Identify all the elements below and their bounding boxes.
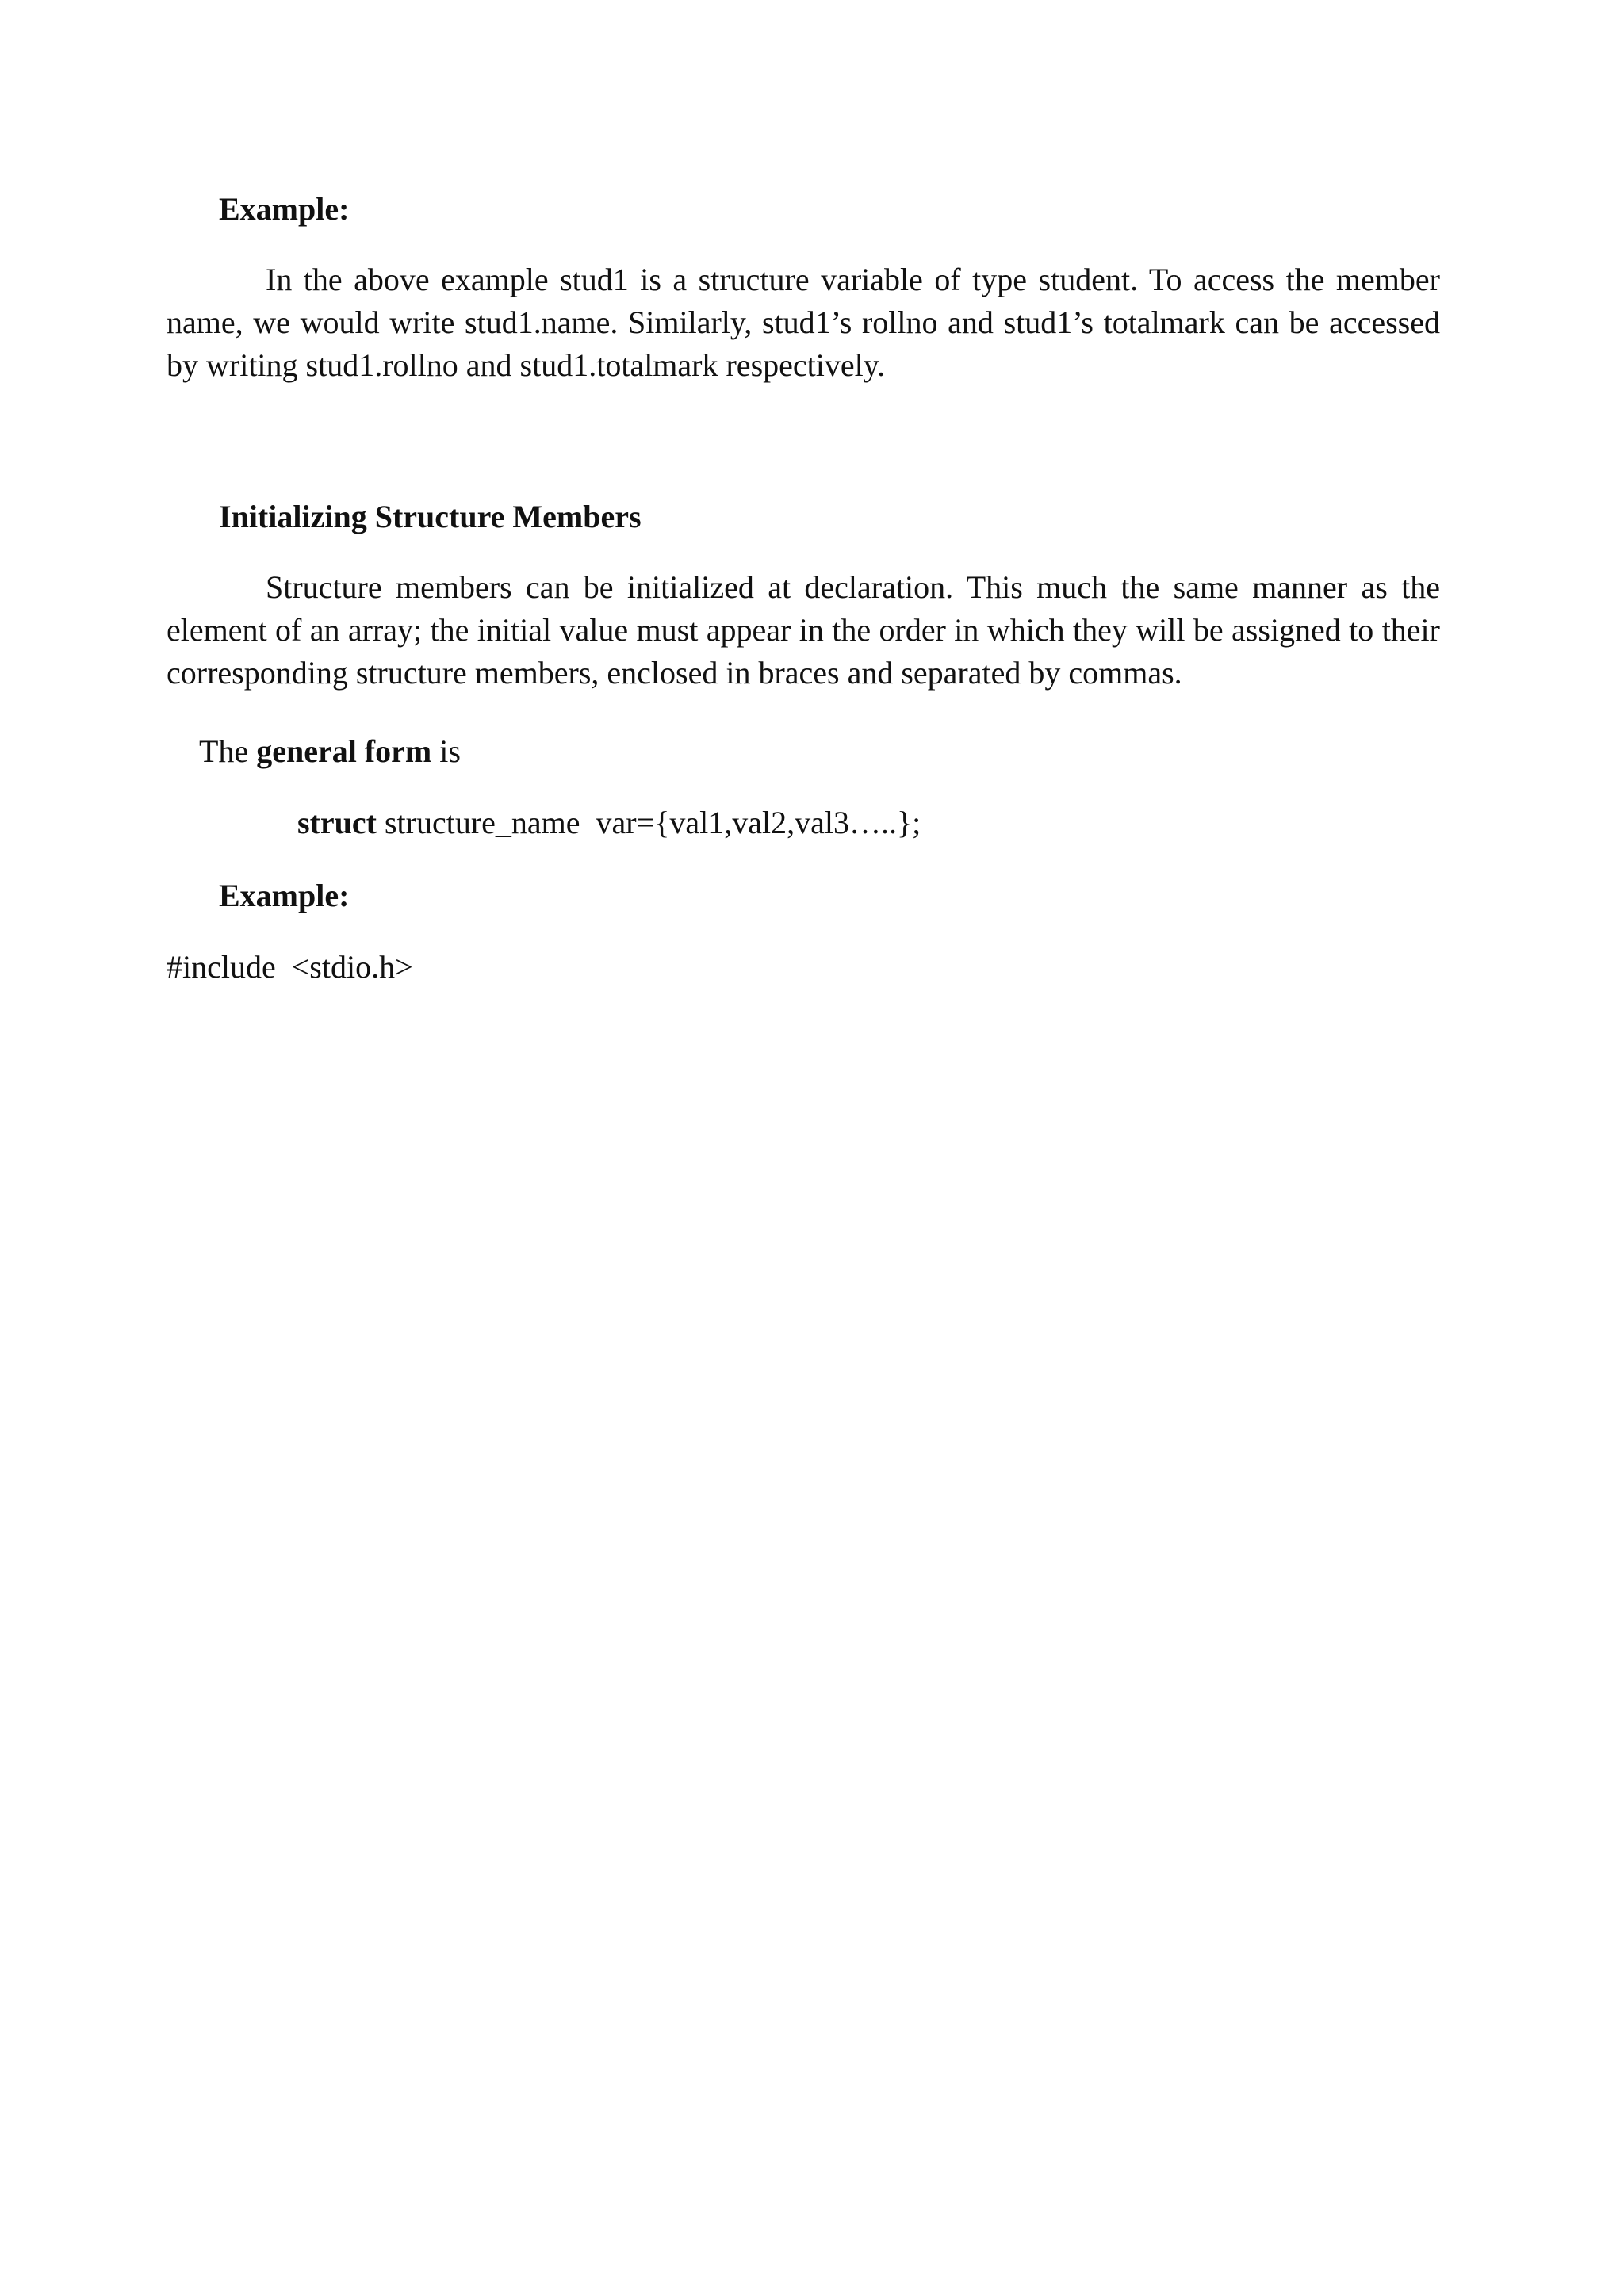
- general-form-prefix: The: [199, 733, 257, 769]
- general-form-line: [199, 733, 461, 771]
- initializing-paragraph: Structure members can be initialized at declaration. This much the same manner as the element of an array; the initial value must appear in the order in which they will be assigned to their corresponding structure members, enclosed in braces and separated by commas.: [167, 569, 1440, 691]
- struct-syntax-rest: structure_name var={val1,val2,val3…..};: [376, 805, 921, 840]
- code-include-line: #include <stdio.h>: [167, 949, 413, 985]
- struct-syntax-line: [297, 804, 921, 842]
- example-heading-1: Example:: [219, 191, 350, 227]
- general-form-bold: general form: [256, 733, 432, 769]
- general-form-suffix: is: [431, 733, 461, 769]
- example-heading-2: Example:: [219, 878, 350, 913]
- struct-keyword: struct: [297, 805, 377, 840]
- initializing-structure-members-heading: Initializing Structure Members: [219, 499, 642, 534]
- example-paragraph: In the above example stud1 is a structure variable of type student. To access the member name, we would write stud1.name. Similarly, stud1’s rollno and stud1’s totalmark can be accessed by writing stud1.rollno and stud1.totalmark respectively.: [167, 262, 1440, 383]
